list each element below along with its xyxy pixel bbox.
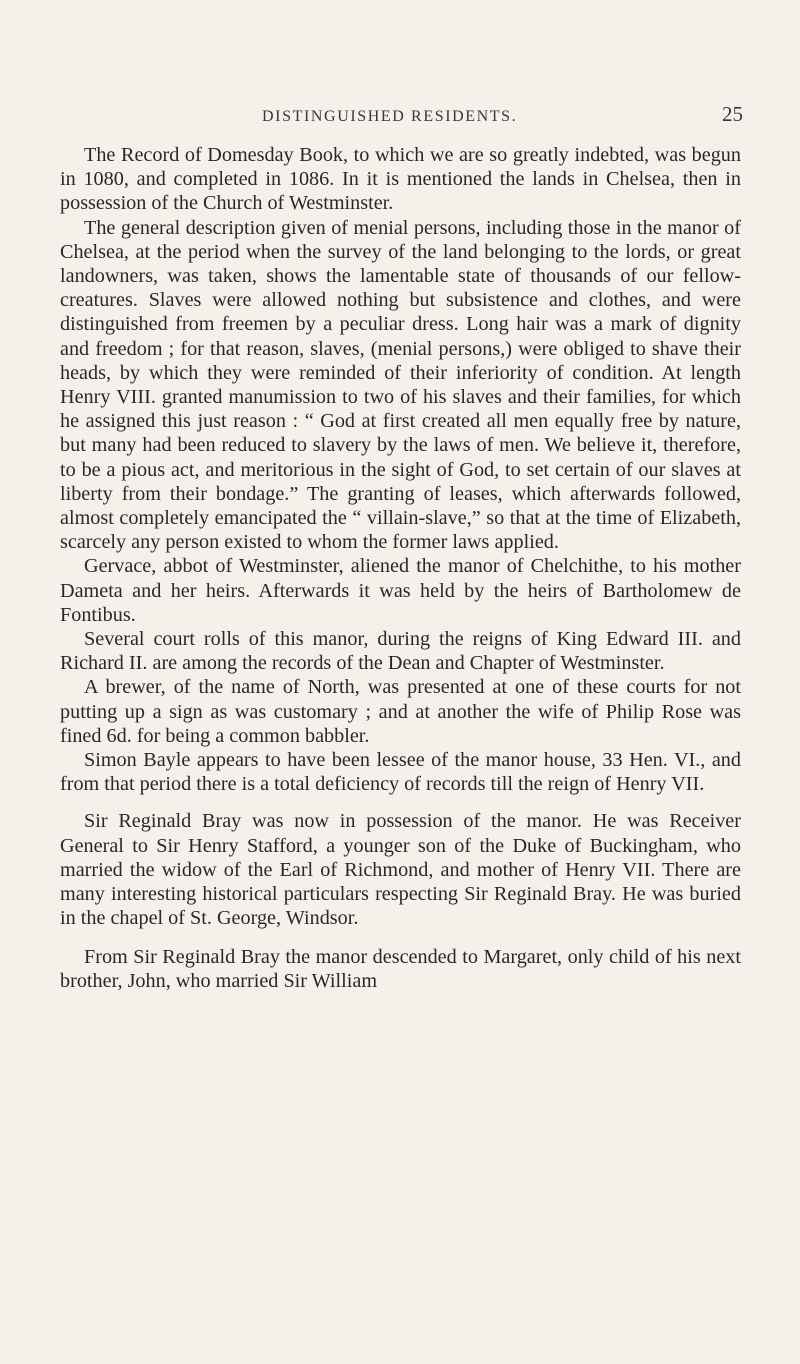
page-number: 25 [722,102,743,126]
paragraph-menial-persons: The general description given of menial persons, including those in the manor of Chelsea, at the period when the survey of the land belonging to the lords, or great landowners, was taken, shows the lamentable state of thousands of our fellow-creatures. Slaves were allowed nothing but subsistence and clothes, and were distinguished from freemen by a peculiar dress. Long hair was a mark of dignity and freedom ; for that reason, slaves, (menial persons,) were obliged to shave their heads, by which they were reminded of their inferiority of condition. At length Henry VIII. granted manumission to two of his slaves and their families, for which he assigned this just reason : “ God at first created all men equally free by nature, but many had been reduced to slavery by the laws of men. We believe it, therefore, to be a pious act, and meritorious in the sight of God, to set certain of our slaves at liberty from their bondage.” The granting of leases, which afterwards followed, almost completely emancipated the “ villain-slave,” so that at the time of Elizabeth, scarcely any person existed to whom the former laws applied. [60,216,741,554]
running-head: DISTINGUISHED RESIDENTS. [262,108,518,125]
paragraph-simon-bayle: Simon Bayle appears to have been lessee of the manor house, 33 Hen. VI., and from that period there is a total deficiency of records till the reign of Henry VII. [60,749,741,796]
paragraph-reginald-bray: Sir Reginald Bray was now in possession of the manor. He was Receiver General to Sir Henry Stafford, a younger son of the Duke of Buckingham, who married the widow of the Earl of Richmond, and mother of Henry VII. There are many interesting historical particulars respecting Sir Reginald Bray. He was buried in the chapel of St. George, Windsor. [60,810,741,930]
paragraph-domesday: The Record of Domesday Book, to which we are so greatly indebted, was begun in 1080, and completed in 1086. In it is mentioned the lands in Chelsea, then in possession of the Church of Westminster. [60,144,741,215]
paragraph-brewer: A brewer, of the name of North, was presented at one of these courts for not putting up a sign as was customary ; and at another the wife of Philip Rose was fined 6d. for being a common babbler. [60,676,741,747]
body-text [60,143,741,993]
paragraph-gervace: Gervace, abbot of Westminster, aliened the manor of Chelchithe, to his mother Dameta and her heirs. Afterwards it was held by the heirs of Bartholomew de Fontibus. [60,555,741,626]
paragraph-margaret: From Sir Reginald Bray the manor descended to Margaret, only child of his next brother, John, who married Sir William [60,945,741,992]
paragraph-court-rolls: Several court rolls of this manor, during the reigns of King Edward III. and Richard II. are among the records of the Dean and Chapter of Westminster. [60,628,741,675]
